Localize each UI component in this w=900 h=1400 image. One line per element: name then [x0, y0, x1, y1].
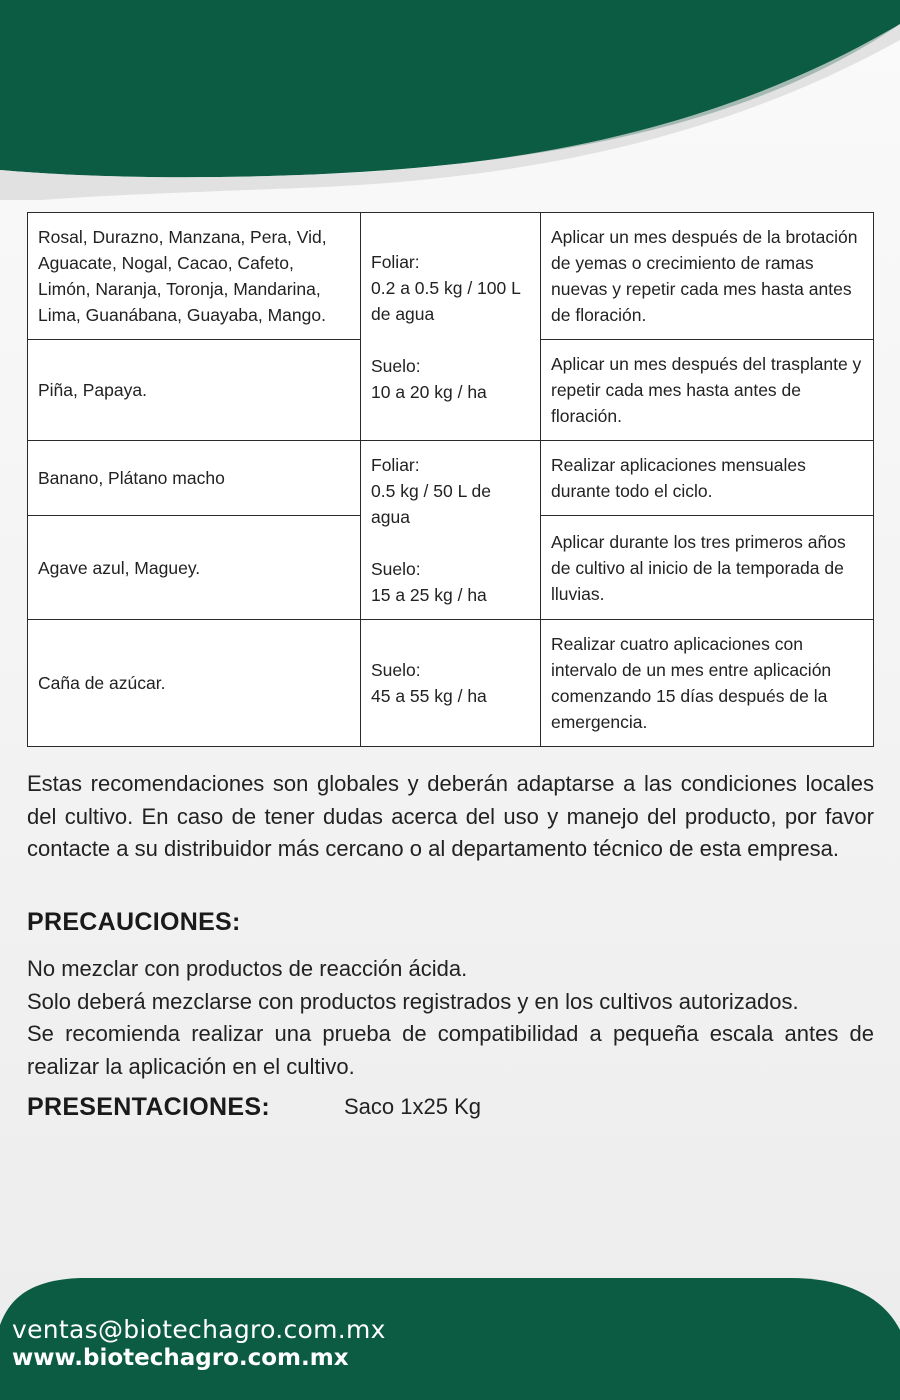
dose-cell: Foliar: 0.5 kg / 50 L de agua Suelo: 15 a 25 kg / ha	[361, 441, 541, 620]
crops-cell: Piña, Papaya.	[28, 340, 361, 441]
crops-cell: Agave azul, Maguey.	[28, 516, 361, 620]
crops-cell: Rosal, Durazno, Manzana, Pera, Vid, Aguacate, Nogal, Cacao, Cafeto, Limón, Naranja, Toronja, Mandarina, Lima, Guanábana, Guayaba, Mango.	[28, 213, 361, 340]
timing-cell: Realizar cuatro aplicaciones con intervalo de un mes entre aplicación comenzando 15 días después de la emergencia.	[541, 620, 874, 747]
presentation-value: Saco 1x25 Kg	[344, 1094, 481, 1119]
precaution-item: Solo deberá mezclarse con productos registrados y en los cultivos autorizados.	[27, 988, 799, 1014]
crops-cell: Banano, Plátano macho	[28, 441, 361, 516]
table-row	[28, 213, 874, 340]
footer-website[interactable]: www.biotechagro.com.mx	[12, 1345, 349, 1371]
presentations-heading: PRESENTACIONES:	[27, 1093, 270, 1121]
precautions-heading: PRECAUCIONES:	[27, 908, 241, 936]
header-wave	[0, 0, 900, 200]
dose-cell: Foliar: 0.2 a 0.5 kg / 100 L de agua Suelo: 10 a 20 kg / ha	[361, 213, 541, 441]
precautions-list	[27, 953, 874, 1083]
table-row	[28, 441, 874, 516]
dosage-table	[27, 212, 874, 747]
timing-cell: Aplicar un mes después de la brotación de yemas o crecimiento de ramas nuevas y repetir cada mes hasta antes de floración.	[541, 213, 874, 340]
table-row	[28, 620, 874, 747]
precaution-item: Se recomienda realizar una prueba de compatibilidad a pequeña escala antes de realizar la aplicación en el cultivo.	[27, 1021, 874, 1079]
timing-cell: Realizar aplicaciones mensuales durante todo el ciclo.	[541, 441, 874, 516]
dose-cell: Suelo: 45 a 55 kg / ha	[361, 620, 541, 747]
footer-email[interactable]: ventas@biotechagro.com.mx	[12, 1315, 386, 1344]
precaution-item: No mezclar con productos de reacción ácida.	[27, 956, 468, 981]
timing-cell: Aplicar durante los tres primeros años de cultivo al inicio de la temporada de lluvias.	[541, 516, 874, 620]
timing-cell: Aplicar un mes después del trasplante y repetir cada mes hasta antes de floración.	[541, 340, 874, 441]
recommendation-note: Estas recomendaciones son globales y deberán adaptarse a las condiciones locales del cultivo. En caso de tener dudas acerca del uso y manejo del producto, por favor contacte a su distribuidor más cercano o al departamento técnico de esta empresa.	[27, 771, 874, 861]
crops-cell: Caña de azúcar.	[28, 620, 361, 747]
